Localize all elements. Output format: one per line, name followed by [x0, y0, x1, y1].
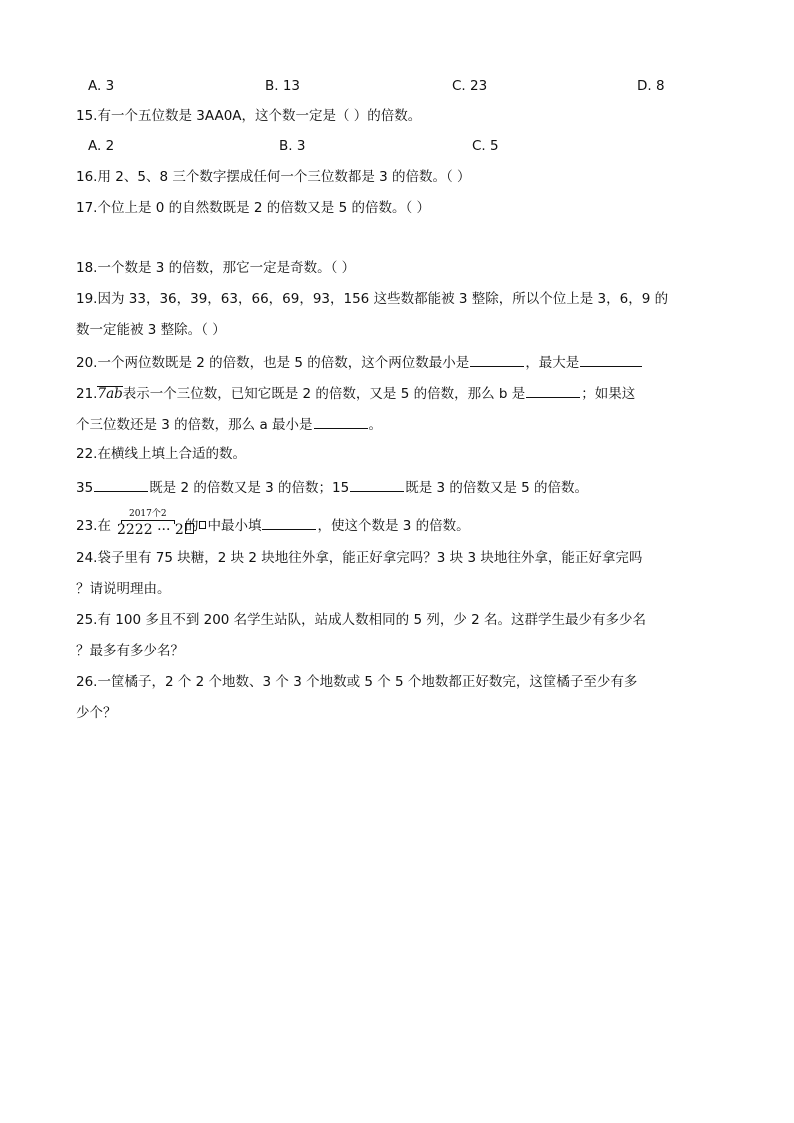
q23-number-expression: [116, 509, 184, 538]
question-22: 22.在横线上填上合适的数。: [76, 446, 246, 462]
q21-text-a: 表示一个三位数，已知它既是 2 的倍数，又是 5 的倍数，那么 b 是: [122, 386, 526, 402]
q21-text-d: 。: [368, 417, 383, 433]
q14-option-a: A. 3: [88, 78, 115, 94]
q20-text-a: 20.一个两位数既是 2 的倍数，也是 5 的倍数，这个两位数最小是: [76, 355, 470, 371]
q21-overline-number: 7ab: [97, 386, 123, 402]
q20-text-b: ，最大是: [525, 355, 580, 371]
q15-options: [88, 137, 708, 155]
question-24-line-2: ？请说明理由。: [76, 581, 171, 597]
question-22-fill: [76, 477, 588, 497]
q21-text-b: ；如果这: [581, 386, 636, 402]
q15-option-c: C. 5: [472, 138, 499, 154]
q23-box-symbol: [199, 521, 206, 529]
question-25-line-2: ？最多有多少名？: [76, 643, 184, 659]
q23-text-b: 的: [184, 518, 199, 534]
question-21-line-2: [76, 414, 382, 434]
q20-blank-min[interactable]: [470, 352, 524, 367]
question-20: [76, 352, 643, 372]
q22-blank-2[interactable]: [350, 477, 404, 492]
q23-text-d: ，使这个数是 3 的倍数。: [317, 518, 470, 534]
q14-option-c: C. 23: [452, 78, 488, 94]
q23-text-c: 中最小填: [207, 518, 262, 534]
q22-text-a: 35: [76, 480, 94, 496]
question-18: 18.一个数是 3 的倍数，那它一定是奇数。（ ）: [76, 260, 356, 276]
question-16: 16.用 2、5、8 三个数字摆成任何一个三位数都是 3 的倍数。（ ）: [76, 169, 471, 185]
q23-number-digits: 2222 ··· 2: [116, 522, 184, 538]
q14-option-b: B. 13: [265, 78, 301, 94]
question-25-line-1: 25.有 100 多且不到 200 名学生站队，站成人数相同的 5 列，少 2 名。这群学生最少有多少名: [76, 612, 647, 628]
q21-number: 21.: [76, 386, 98, 402]
question-15: 15.有一个五位数是 3AA0A，这个数一定是（ ）的倍数。: [76, 108, 422, 124]
question-17: 17.个位上是 0 的自然数既是 2 的倍数又是 5 的倍数。（ ）: [76, 200, 431, 216]
q23-number-main: [117, 522, 194, 538]
question-19-line-2: 数一定能被 3 整除。（ ）: [76, 322, 226, 338]
q21-blank-a[interactable]: [314, 414, 368, 429]
q22-text-c: 既是 3 的倍数又是 5 的倍数。: [405, 480, 589, 496]
q15-option-b: B. 3: [279, 138, 306, 154]
q15-option-a: A. 2: [88, 138, 115, 154]
q14-option-d: D. 8: [637, 78, 665, 94]
q21-text-c: 个三位数还是 3 的倍数，那么 a 最小是: [76, 417, 313, 433]
question-24-line-1: 24.袋子里有 75 块糖，2 块 2 块地往外拿，能正好拿完吗？3 块 3 块地往外拿，能正好拿完吗: [76, 550, 643, 566]
question-23: [76, 509, 470, 538]
question-19-line-1: 19.因为 33，36，39，63，66，69，93，156 这些数都能被 3 整除，所以个位上是 3，6，9 的: [76, 291, 669, 307]
q21-blank-b[interactable]: [526, 383, 580, 398]
q14-options: [88, 77, 708, 95]
q23-text-a: 23.在: [76, 518, 111, 534]
q22-blank-1[interactable]: [94, 477, 148, 492]
q23-empty-box: [185, 523, 194, 534]
q20-blank-max[interactable]: [580, 352, 642, 367]
question-21-line-1: [76, 383, 635, 403]
question-26-line-2: 少个？: [76, 705, 117, 721]
q23-blank[interactable]: [262, 515, 316, 530]
q22-text-b: 既是 2 的倍数又是 3 的倍数；15: [149, 480, 350, 496]
q23-number-top-label: 2017个2: [128, 509, 167, 519]
question-26-line-1: 26.一筐橘子，2 个 2 个地数、3 个 3 个地数或 5 个 5 个地数都正好数完，这筐橘子至少有多: [76, 674, 638, 690]
